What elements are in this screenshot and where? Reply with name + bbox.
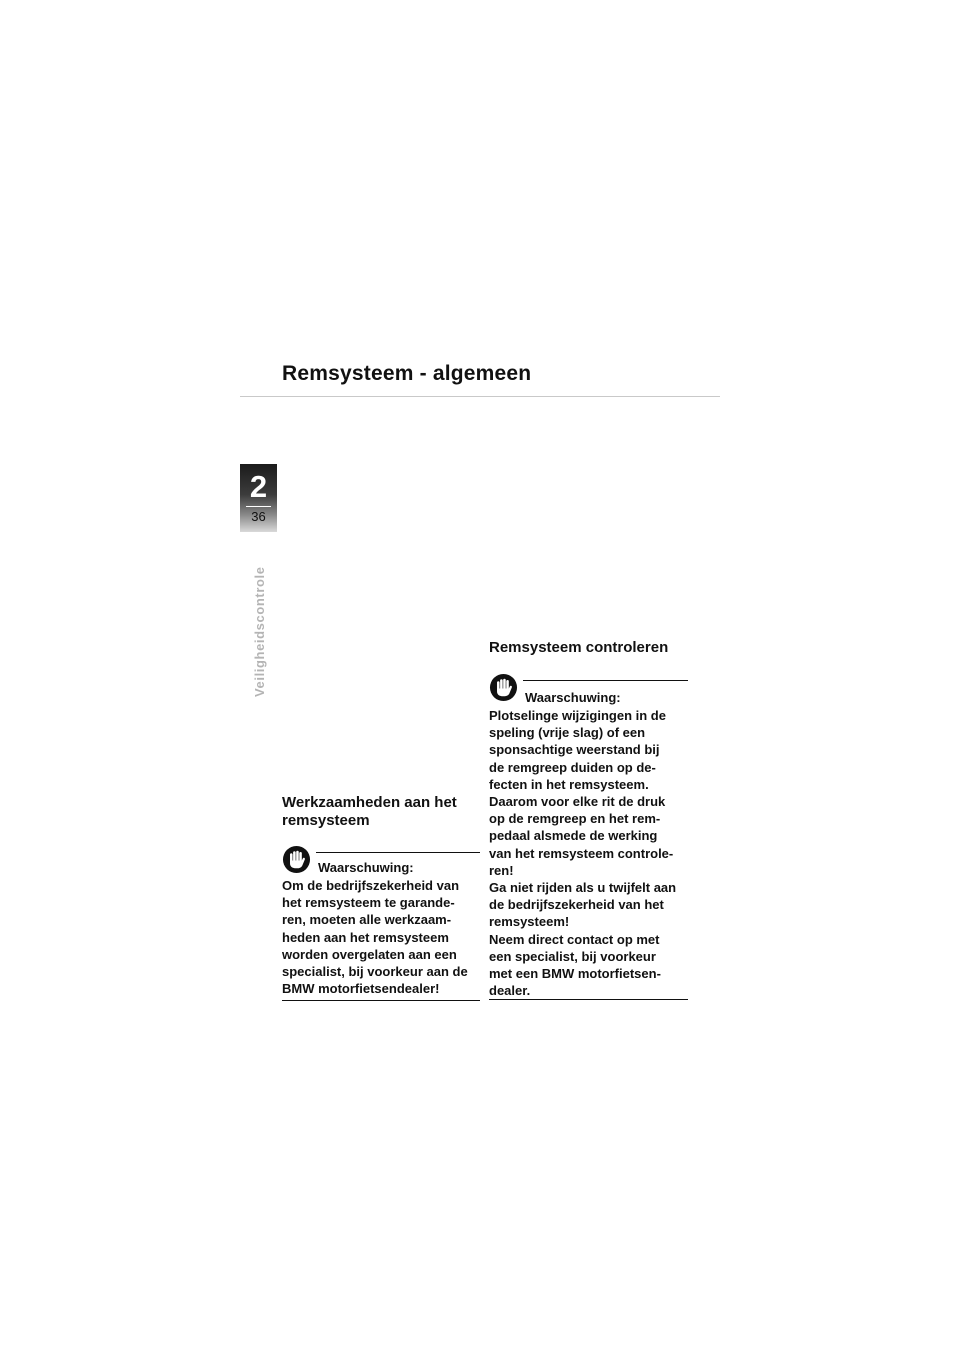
- stop-hand-icon: [282, 845, 311, 874]
- section-heading-controleren: Remsysteem controleren: [489, 639, 669, 656]
- page-number: 36: [251, 509, 266, 524]
- chapter-separator: [246, 506, 271, 507]
- warning-top-rule: [316, 852, 480, 853]
- warning-label: Waarschuwing:: [318, 860, 414, 875]
- page-title: Remsysteem - algemeen: [282, 362, 532, 385]
- warning-top-rule: [523, 680, 688, 681]
- section-heading-werkzaamheden: Werkzaamheden aan het remsysteem: [282, 794, 457, 829]
- warning-text: Om de bedrijfszekerheid van het remsysteem te garande- ren, moeten alle werkzaam- heden aan het remsysteem worden overgelaten aan een specialist, bij voorkeur aan de BMW motorfietsendealer!: [282, 878, 468, 997]
- chapter-side-label: Veiligheidscontrole: [252, 566, 267, 697]
- chapter-tab: [240, 464, 277, 532]
- chapter-number: 2: [249, 469, 268, 504]
- warning-bottom-rule: [282, 1000, 480, 1001]
- stop-hand-icon: [489, 673, 518, 702]
- warning-label: Waarschuwing:: [525, 690, 621, 705]
- title-divider: [240, 396, 720, 397]
- warning-bottom-rule: [489, 999, 688, 1000]
- warning-text: Plotselinge wijzigingen in de speling (vrije slag) of een sponsachtige weerstand bij de remgreep duiden op de- fecten in het remsysteem. Daarom voor elke rit de druk op de remgreep en het rem- pedaal alsmede de werking van het remsysteem controle- ren! Ga niet rijden als u twijfelt aan de bedrijfszekerheid van het remsysteem! Neem direct contact op met een specialist, bij voorkeur met een BMW motorfietsen- dealer.: [489, 708, 677, 999]
